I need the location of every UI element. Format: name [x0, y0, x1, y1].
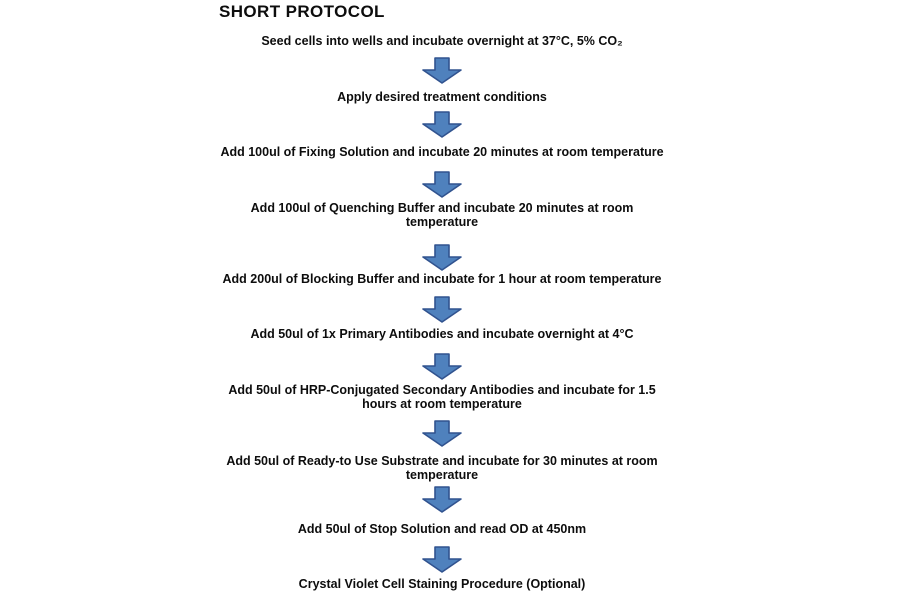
step-text-line: Add 50ul of HRP-Conjugated Secondary Antibodies and incubate for 1.5 [228, 383, 656, 397]
protocol-step-1 [0, 34, 884, 48]
down-arrow-shape [423, 112, 461, 137]
down-arrow-shape [423, 172, 461, 197]
protocol-step-9 [0, 522, 884, 536]
down-arrow-icon [422, 486, 462, 513]
down-arrow-icon [422, 171, 462, 198]
step-text-line: Add 200ul of Blocking Buffer and incubate for 1 hour at room temperature [222, 272, 662, 286]
protocol-step-5 [0, 272, 884, 286]
down-arrow-icon [422, 296, 462, 323]
protocol-step-2 [0, 90, 884, 104]
down-arrow-shape [423, 487, 461, 512]
down-arrow-icon [422, 353, 462, 380]
step-text-line: Add 50ul of Stop Solution and read OD at 450nm [297, 522, 587, 536]
protocol-step-7 [0, 383, 884, 411]
down-arrow-icon [422, 546, 462, 573]
down-arrow-icon [422, 111, 462, 138]
protocol-step-4 [0, 201, 884, 229]
step-text-line: Crystal Violet Cell Staining Procedure (Optional) [298, 577, 586, 591]
step-text-line: Add 50ul of Ready-to Use Substrate and incubate for 30 minutes at room [226, 454, 658, 468]
down-arrow-shape [423, 297, 461, 322]
down-arrow-shape [423, 245, 461, 270]
page-title: SHORT PROTOCOL [219, 2, 385, 21]
down-arrow-shape [423, 354, 461, 379]
protocol-step-3 [0, 145, 884, 159]
protocol-step-10 [0, 577, 884, 591]
step-text-line: hours at room temperature [362, 397, 522, 411]
protocol-step-6 [0, 327, 884, 341]
step-text-line: Apply desired treatment conditions [337, 90, 547, 104]
step-text-line: temperature [405, 468, 479, 482]
down-arrow-icon [422, 57, 462, 84]
down-arrow-icon [422, 420, 462, 447]
down-arrow-shape [423, 421, 461, 446]
down-arrow-icon [422, 244, 462, 271]
down-arrow-shape [423, 58, 461, 83]
step-text-line: Add 50ul of 1x Primary Antibodies and incubate overnight at 4°C [250, 327, 634, 341]
step-text-line: Add 100ul of Quenching Buffer and incubate 20 minutes at room [250, 201, 634, 215]
down-arrow-shape [423, 547, 461, 572]
step-text-line: Seed cells into wells and incubate overnight at 37°C, 5% CO₂ [261, 34, 623, 48]
step-text-line: temperature [405, 215, 479, 229]
protocol-step-8 [0, 454, 884, 482]
step-text-line: Add 100ul of Fixing Solution and incubate 20 minutes at room temperature [220, 145, 664, 159]
